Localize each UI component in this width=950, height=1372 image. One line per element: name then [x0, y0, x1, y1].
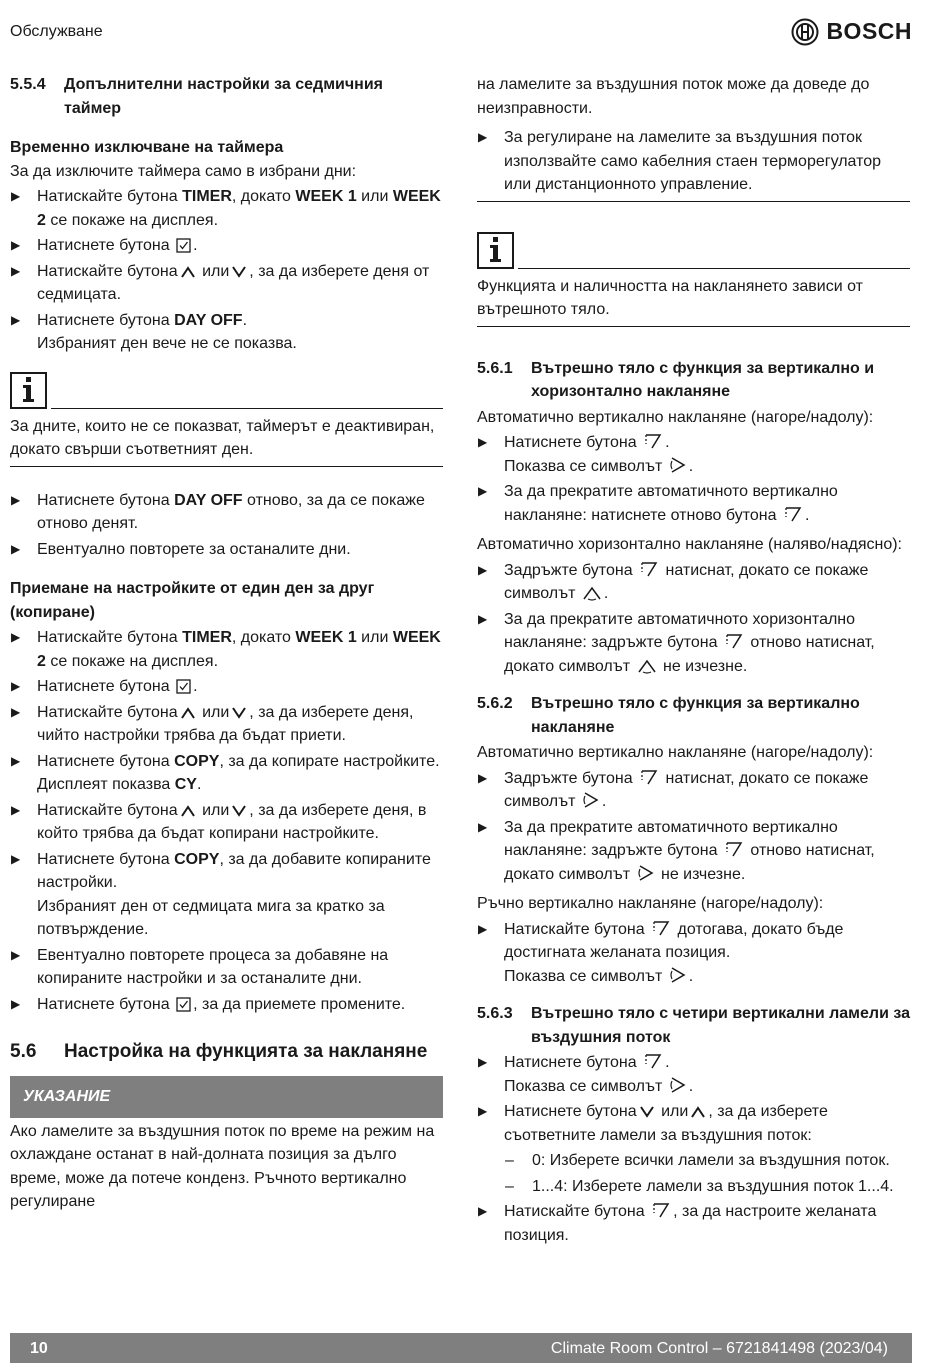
- section-5-5-4-heading: [10, 73, 443, 120]
- chevron-up-icon: [180, 265, 196, 279]
- step-result: Дисплеят показва: [37, 776, 175, 793]
- copy-steps: [10, 626, 443, 1016]
- section-number: 5.5.4: [10, 76, 46, 93]
- step-text: или: [197, 801, 230, 819]
- section-5-6-3-heading: [477, 1002, 910, 1049]
- step-text: .: [603, 585, 609, 602]
- step-result: Показва се символът: [504, 967, 667, 985]
- chevron-down-icon: [231, 265, 247, 279]
- info-icon: [10, 372, 47, 409]
- list-item: – 1...4: Изберете ламели за въздушния поток 1...4.: [504, 1175, 910, 1199]
- list-item: [477, 918, 910, 989]
- page-number: 10: [30, 1340, 48, 1357]
- section-number: 5.6.1: [477, 359, 513, 377]
- swing-button-icon: [724, 632, 744, 650]
- list-item: [477, 1100, 910, 1147]
- section-title: Настройка на функцията за накланяне: [64, 1041, 428, 1062]
- chevron-down-icon: [639, 1105, 655, 1119]
- swing-button-icon: [651, 919, 671, 937]
- list-item: [10, 185, 443, 232]
- list-item: [10, 309, 443, 356]
- list-item: [10, 234, 443, 258]
- chevron-up-icon: [180, 804, 196, 818]
- step-text: , докато: [231, 629, 296, 646]
- step-text: Натиснете бутона: [37, 752, 175, 770]
- step-text: Задръжте бутона: [504, 769, 638, 787]
- step-text: , докато: [231, 188, 296, 205]
- check-box-icon: [176, 238, 191, 253]
- step-text: Натиснете бутона: [37, 237, 175, 254]
- swing-vertical-symbol-icon: [582, 791, 600, 809]
- list-item: [10, 489, 443, 536]
- chevron-up-icon: [690, 1105, 706, 1119]
- step-text: .: [804, 506, 810, 524]
- swing-horizontal-symbol-icon: [582, 585, 602, 601]
- swing-vertical-symbol-icon: [669, 456, 687, 474]
- step-text: , за да добавите копираните настройки.: [37, 850, 431, 891]
- check-box-icon: [176, 997, 191, 1012]
- step-text: , за да приемете промените.: [193, 995, 406, 1013]
- step-text: Натискайте бутона: [504, 1203, 650, 1220]
- key-week2: WEEK 2: [37, 629, 441, 670]
- auto-horizontal-label: Автоматично хоризонтално накланяне (наляво/надясно):: [477, 536, 902, 553]
- list-item: [477, 608, 910, 679]
- step-text: , за да изберете деня, чийто настройки трябва да бъдат приети.: [37, 703, 414, 744]
- swing-button-icon: [651, 1201, 671, 1219]
- display-cy: CY: [174, 776, 197, 793]
- s563-steps-cont: [477, 1200, 910, 1247]
- swing-vertical-symbol-icon: [669, 1076, 687, 1094]
- step-text: или: [197, 703, 230, 721]
- list-item: ▶ Евентуално повторете за останалите дни.: [10, 538, 443, 562]
- chevron-down-icon: [231, 804, 247, 818]
- list-item: ▶ Евентуално повторете процеса за добавяне на копираните настройки и за останалите дни.: [10, 944, 443, 991]
- step-text: или: [656, 1103, 689, 1120]
- step-text: .: [688, 1077, 694, 1095]
- step-text: Натиснете бутона: [504, 1103, 637, 1120]
- step-text: .: [193, 678, 198, 695]
- step-text: За да прекратите автоматичното вертикално накланяне: натиснете отново бутона: [504, 483, 838, 524]
- s561-vertical-steps: [477, 431, 910, 527]
- key-week1: WEEK 1: [295, 629, 357, 646]
- step-text: .: [242, 311, 248, 329]
- section-title: Вътрешно тяло с функция за вертикално накланяне: [531, 695, 860, 736]
- list-item: [10, 701, 443, 748]
- bosch-logo-icon: [791, 18, 819, 46]
- step-text: Натискайте бутона: [37, 629, 183, 646]
- key-copy: COPY: [174, 850, 220, 868]
- step-text: , за да изберете деня от седмицата.: [37, 262, 430, 303]
- chevron-up-icon: [180, 706, 196, 720]
- step-result: Показва се символът: [504, 457, 667, 475]
- list-item: [10, 848, 443, 942]
- s562-manual-steps: [477, 918, 910, 989]
- temp-steps-cont: [10, 489, 443, 562]
- document-reference: Climate Room Control – 6721841498 (2023/04): [550, 1340, 888, 1357]
- section-number: 5.6.2: [477, 695, 513, 712]
- step-text: не изчезне.: [656, 865, 746, 883]
- manual-vertical-label: Ръчно вертикално накланяне (нагоре/надолу):: [477, 895, 824, 912]
- step-text: отново, за да се покаже отново денят.: [37, 491, 425, 532]
- swing-horizontal-symbol-icon: [637, 658, 657, 674]
- info-text: Функцията и наличността на накланянето зависи от вътрешното тяло.: [477, 269, 910, 327]
- step-text: Натискайте бутона: [37, 801, 178, 819]
- swing-vertical-symbol-icon: [669, 966, 687, 984]
- step-text: За да прекратите автоматичното вертикално накланяне: задръжте бутона: [504, 818, 838, 859]
- louver-options: [504, 1149, 910, 1198]
- temp-steps: [10, 185, 443, 356]
- list-item: [477, 559, 910, 606]
- step-result: Показва се символът: [504, 1077, 667, 1095]
- step-text: .: [601, 793, 607, 810]
- list-item: [10, 260, 443, 307]
- swing-button-icon: [783, 505, 803, 523]
- step-text: Натиснете бутона: [37, 491, 175, 509]
- swing-vertical-symbol-icon: [637, 864, 655, 882]
- step-text: .: [665, 434, 670, 451]
- chevron-down-icon: [231, 706, 247, 720]
- section-title: Допълнителни настройки за седмичния таймер: [64, 76, 384, 117]
- section-name: Обслужване: [10, 23, 103, 40]
- auto-vertical-label: Автоматично вертикално накланяне (нагоре/надолу):: [477, 408, 874, 426]
- swing-button-icon: [643, 432, 663, 450]
- step-text: или: [197, 262, 230, 280]
- step-text: или: [356, 188, 393, 205]
- swing-button-icon: [639, 560, 659, 578]
- list-item: [477, 1200, 910, 1247]
- list-item: [10, 799, 443, 846]
- list-item: [10, 750, 443, 797]
- notice-divider: [477, 201, 910, 202]
- step-text: За да прекратите автоматичното хоризонтално накланяне: задръжте бутона: [504, 610, 856, 651]
- step-text: или: [356, 629, 393, 646]
- step-text: , за да настроите желаната позиция.: [504, 1203, 877, 1244]
- notice-steps: [477, 126, 910, 197]
- list-item: [10, 675, 443, 699]
- step-text: Натиснете бутона: [37, 995, 175, 1013]
- step-text: Натискайте бутона: [504, 920, 650, 938]
- section-title: Вътрешно тяло с функция за вертикално и хоризонтално накланяне: [531, 359, 875, 400]
- swing-button-icon: [639, 768, 659, 786]
- section-title: Вътрешно тяло с четири вертикални ламели за въздушния поток: [531, 1005, 910, 1046]
- key-week2: WEEK 2: [37, 188, 441, 229]
- step-result: Избраният ден вече не се показва.: [37, 335, 297, 352]
- auto-vertical-label: Автоматично вертикално накланяне (нагоре/надолу):: [477, 744, 874, 761]
- page-header: [10, 18, 912, 48]
- list-item: [10, 993, 443, 1017]
- step-text: , за да изберете деня, в който трябва да бъдат копирани настройките.: [37, 801, 427, 842]
- step-text: Натискайте бутона: [37, 188, 183, 205]
- step-text: Натискайте бутона: [37, 262, 178, 280]
- temp-intro: За да изключите таймера само в избрани дни:: [10, 162, 357, 180]
- bosch-logo: [791, 18, 912, 46]
- key-day-off: DAY OFF: [174, 491, 243, 509]
- key-timer: TIMER: [182, 629, 232, 646]
- step-text: , за да копирате настройките.: [219, 752, 440, 770]
- step-text: , за да изберете съответните ламели за въздушния поток:: [504, 1103, 828, 1144]
- step-text: .: [688, 457, 694, 475]
- step-text: не изчезне.: [658, 657, 748, 675]
- notice-label: УКАЗАНИЕ: [10, 1076, 443, 1118]
- list-item: [477, 1051, 910, 1098]
- section-5-6-heading: [10, 1040, 443, 1064]
- list-item: [477, 767, 910, 814]
- step-text: Натиснете бутона: [37, 311, 175, 329]
- notice-text-cont: на ламелите за въздушния поток може да доведе до неизправности.: [477, 76, 870, 117]
- list-item: – 0: Изберете всички ламели за въздушния поток.: [504, 1149, 910, 1173]
- key-copy: COPY: [174, 752, 220, 770]
- step-text: Натиснете бутона: [37, 850, 175, 868]
- step-text: дотогава, докато бъде достигната желаната позиция.: [504, 920, 844, 961]
- copy-heading: Приемане на настройките от един ден за друг (копиране): [10, 580, 375, 621]
- s561-horizontal-steps: [477, 559, 910, 679]
- s563-steps: [477, 1051, 910, 1147]
- list-item: [477, 431, 910, 478]
- info-box: [10, 372, 443, 467]
- step-text: натиснат, докато се покаже символът: [504, 769, 869, 810]
- key-day-off: DAY OFF: [174, 311, 243, 329]
- info-text: За дните, които не се показват, таймерът е деактивиран, докато свърши съответният ден.: [10, 409, 443, 467]
- info-box: [477, 232, 910, 327]
- brand-name: BOSCH: [826, 18, 912, 45]
- step-text: .: [665, 1054, 670, 1071]
- check-box-icon: [176, 679, 191, 694]
- step-text: .: [196, 776, 202, 793]
- info-icon: [477, 232, 514, 269]
- list-item: [477, 816, 910, 887]
- step-text: Задръжте бутона: [504, 561, 638, 579]
- swing-button-icon: [724, 840, 744, 858]
- step-text: Натиснете бутона: [504, 1054, 642, 1071]
- list-item: ▶ За регулиране на ламелите за въздушния поток използвайте само кабелния стаен терморегулатор или дистанционното управление.: [477, 126, 910, 197]
- temp-disable-heading: Временно изключване на таймера: [10, 139, 284, 156]
- list-item: [10, 626, 443, 673]
- notice-text: Ако ламелите за въздушния поток по време на режим на охлаждане останат в най-долната позиция за дълго време, може да потече конденз. Ръчното вертикално регулиране: [10, 1122, 435, 1210]
- step-text: Натискайте бутона: [37, 703, 178, 721]
- s562-auto-steps: [477, 767, 910, 887]
- list-item: [477, 480, 910, 527]
- section-5-6-1-heading: [477, 357, 910, 404]
- page-footer: [10, 1333, 912, 1363]
- step-text: Натиснете бутона: [504, 434, 642, 451]
- step-result: Избраният ден от седмицата мига за кратко за потвърждение.: [37, 897, 385, 938]
- swing-button-icon: [643, 1052, 663, 1070]
- step-text: отново натиснат, докато символът: [504, 634, 875, 675]
- key-week1: WEEK 1: [295, 188, 357, 205]
- step-text: .: [193, 237, 198, 254]
- step-text: отново натиснат, докато символът: [504, 842, 875, 883]
- section-5-6-2-heading: [477, 692, 910, 739]
- step-text: се покаже на дисплея.: [45, 211, 219, 229]
- section-number: 5.6: [10, 1041, 37, 1062]
- step-text: .: [688, 967, 694, 985]
- left-column: [10, 73, 443, 1214]
- step-text: Натиснете бутона: [37, 678, 175, 695]
- right-column: [477, 73, 910, 1249]
- step-text: натиснат, докато се покаже символът: [504, 561, 869, 602]
- step-text: се покаже на дисплея.: [45, 652, 219, 670]
- section-number: 5.6.3: [477, 1005, 513, 1022]
- key-timer: TIMER: [182, 188, 232, 205]
